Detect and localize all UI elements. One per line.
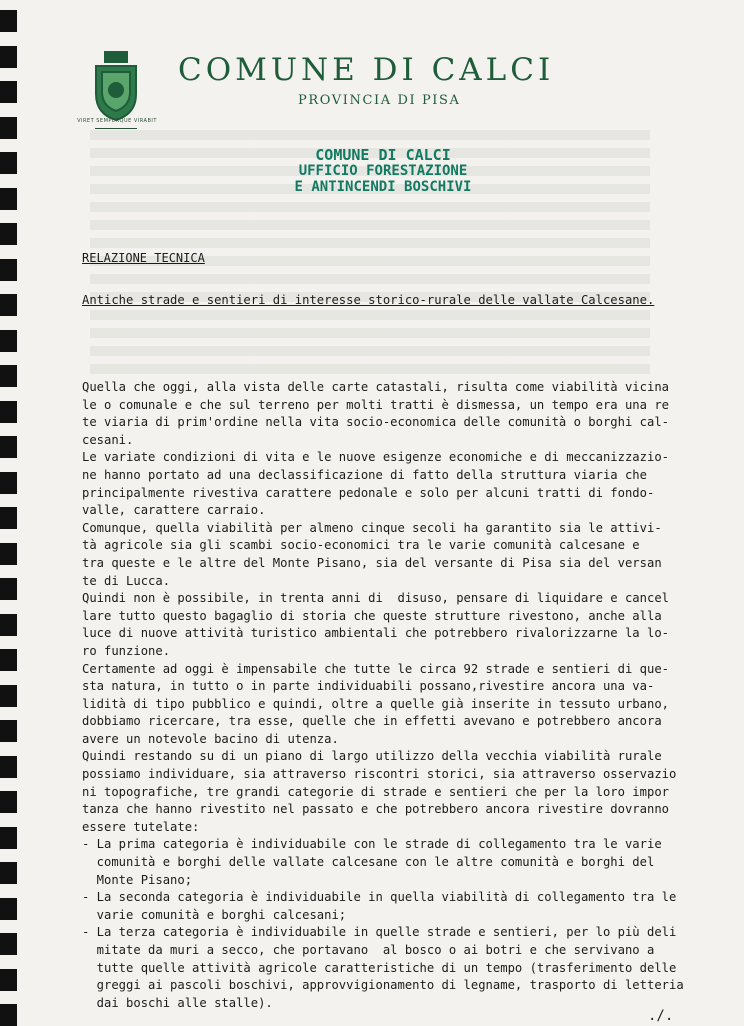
text-line: essere tutelate: xyxy=(82,819,200,834)
text-line: Le variate condizioni di vita e le nuove esigenze economiche e di meccanizzazio- xyxy=(82,450,669,465)
text-line: Quindi restando su di un piano di largo utilizzo della vecchia viabilità rurale xyxy=(82,749,662,764)
text-line: tà agricole sia gli scambi socio-economici tra le varie comunità calcesane e xyxy=(82,538,640,553)
text-line: sta natura, in tutto o in parte individuabili possano,rivestire ancora una va- xyxy=(82,679,655,694)
stamp-line-3: E ANTINCENDI BOSCHIVI xyxy=(294,179,472,195)
text-line: tanza che hanno rivestito nel passato e che potrebbero ancora rivestire dovranno xyxy=(82,802,669,817)
paragraph xyxy=(82,924,682,1012)
crest-divider xyxy=(95,128,137,129)
text-line: te di Lucca. xyxy=(82,573,171,588)
document-subject: Antiche strade e sentieri di interesse storico-rurale delle vallate Calcesane. xyxy=(82,293,655,307)
text-line: lidità di tipo pubblico e quindi, oltre a quelle già inserite in tessuto urbano, xyxy=(82,696,669,711)
text-line: - La seconda categoria è individuabile in quella viabilità di collegamento tra le xyxy=(82,890,677,905)
text-line: ni topografiche, tre grandi categorie di strade e sentieri che per la loro impor xyxy=(82,784,669,799)
binding-hole xyxy=(0,756,17,778)
text-line: Certamente ad oggi è impensabile che tutte le circa 92 strade e sentieri di que- xyxy=(82,661,669,676)
text-line: mitate da muri a secco, che portavano al bosco o ai botri e che servivano a xyxy=(82,943,655,957)
binding-hole xyxy=(0,436,17,458)
binding-hole xyxy=(0,223,17,245)
text-line: cesani. xyxy=(82,432,134,447)
text-line: - La terza categoria è individuabile in quelle strade e sentieri, per lo più deli xyxy=(82,925,677,940)
binding-hole xyxy=(0,330,17,352)
text-line: - La prima categoria è individuabile con le strade di collegamento tra le varie xyxy=(82,837,662,852)
text-line: luce di nuove attività turistico ambientali che potrebbero rivalorizzarne la lo- xyxy=(82,626,669,641)
text-line: avere un notevole bacino di utenza. xyxy=(82,731,339,746)
binding-hole xyxy=(0,827,17,849)
text-line: varie comunità e borghi calcesani; xyxy=(82,907,347,922)
binding-strip xyxy=(0,0,22,1024)
text-line: comunità e borghi delle vallate calcesane con le altre comunità e borghi del xyxy=(82,855,655,870)
stamp-line-1: COMUNE DI CALCI xyxy=(315,146,451,164)
text-line: greggi ai pascoli boschivi, approvvigionamento di legname, trasporto di letteria xyxy=(82,978,684,993)
binding-hole xyxy=(0,862,17,884)
binding-hole xyxy=(0,933,17,955)
binding-hole xyxy=(0,401,17,423)
paragraph xyxy=(82,449,682,519)
letterhead-province: PROVINCIA DI PISA xyxy=(298,93,461,108)
text-line: ne hanno portato ad una declassificazione di fatto della struttura viaria che xyxy=(82,467,647,482)
binding-hole xyxy=(0,46,17,68)
paragraph xyxy=(82,836,682,889)
text-line: Quindi non è possibile, in trenta anni di disuso, pensare di liquidare e cancel xyxy=(82,591,669,606)
binding-hole xyxy=(0,259,17,281)
binding-hole xyxy=(0,152,17,174)
binding-hole xyxy=(0,791,17,813)
binding-hole xyxy=(0,188,17,210)
text-line: dai boschi alle stalle). xyxy=(82,995,273,1010)
paragraph xyxy=(82,889,682,924)
stamp-line-2: UFFICIO FORESTAZIONE xyxy=(298,163,468,179)
binding-hole xyxy=(0,685,17,707)
binding-hole xyxy=(0,578,17,600)
binding-hole xyxy=(0,10,17,32)
text-line: Monte Pisano; xyxy=(82,872,193,887)
binding-hole xyxy=(0,117,17,139)
paragraph xyxy=(82,379,682,449)
crest-motto: VIRET SEMPERQUE VIRABIT xyxy=(77,118,157,124)
text-line: valle, carattere carraio. xyxy=(82,503,266,518)
binding-hole xyxy=(0,507,17,529)
binding-hole xyxy=(0,472,17,494)
text-line: ro funzione. xyxy=(82,643,171,658)
text-line: le o comunale e che sul terreno per molti tratti è dismessa, un tempo era una re xyxy=(82,397,669,412)
binding-hole xyxy=(0,649,17,671)
text-line: tutte quelle attività agricole caratteristiche di un tempo (trasferimento delle xyxy=(82,960,677,975)
binding-hole xyxy=(0,81,17,103)
text-line: Comunque, quella viabilità per almeno cinque secoli ha garantito sia le attivi- xyxy=(82,520,662,535)
binding-hole xyxy=(0,543,17,565)
paragraph xyxy=(82,520,682,590)
office-stamp xyxy=(258,147,508,195)
text-line: dobbiamo ricercare, tra esse, quelle che in effetti avevano e potrebbero ancora xyxy=(82,714,662,729)
binding-hole xyxy=(0,365,17,387)
text-line: possiamo individuare, sia attraverso riscontri storici, sia attraverso osservazio xyxy=(82,767,677,782)
text-line: tra queste e le altre del Monte Pisano, sia del versante di Pisa sia del versan xyxy=(82,555,662,570)
paragraph xyxy=(82,590,682,660)
section-heading: RELAZIONE TECNICA xyxy=(82,251,205,265)
binding-hole xyxy=(0,969,17,991)
binding-hole xyxy=(0,720,17,742)
municipal-crest-icon xyxy=(88,50,144,122)
page-continuation-mark: ./. xyxy=(648,1008,674,1024)
binding-hole xyxy=(0,1004,17,1026)
text-line: te viaria di prim'ordine nella vita socio-economica delle comunità o borghi cal- xyxy=(82,415,669,430)
paragraph xyxy=(82,661,682,749)
binding-hole xyxy=(0,898,17,920)
document-body xyxy=(82,379,682,1012)
text-line: principalmente rivestiva carattere pedonale e solo per alcuni tratti di fondo- xyxy=(82,485,655,500)
text-line: lare tutto questo bagaglio di storia che queste strutture rivestono, anche alla xyxy=(82,608,662,623)
binding-hole xyxy=(0,294,17,316)
text-line: Quella che oggi, alla vista delle carte catastali, risulta come viabilità vicina xyxy=(82,380,669,394)
letterhead-title: COMUNE DI CALCI xyxy=(178,52,555,88)
binding-hole xyxy=(0,614,17,636)
paragraph xyxy=(82,748,682,836)
